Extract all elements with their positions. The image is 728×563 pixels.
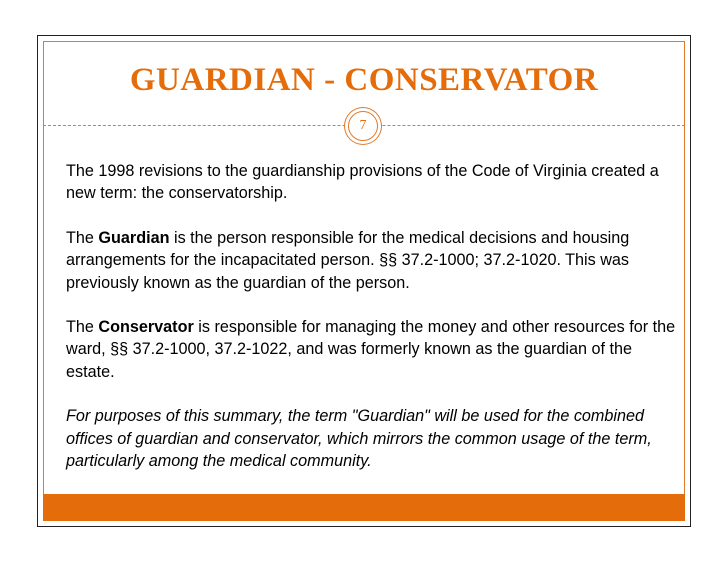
page-number-badge: 7 [348,111,378,141]
summary-note-text: For purposes of this summary, the term "Guardian" will be used for the combined offices of guardian and conservator, which mirrors the common usage of the term, particularly among the medical community. [66,407,652,471]
paragraph-guardian [66,227,678,294]
slide-body [66,160,678,472]
paragraph-summary-note [66,405,678,472]
paragraph-conservator-text: is responsible for managing the money and other resources for the ward, §§ 37.2-1000, 37.2-1022, and was formerly known as the guardian of the estate. [66,318,676,381]
term-conservator: Conservator [98,318,194,337]
slide-title: GUARDIAN - CONSERVATOR [129,62,599,98]
paragraph-conservator [66,316,678,383]
paragraph-intro: The 1998 revisions to the guardianship provisions of the Code of Virginia created a new term: the conservatorship. [66,162,659,203]
paragraph-guardian-text: is the person responsible for the medical decisions and housing arrangements for the incapacitated person. §§ 37.2-1000; 37.2-1020. This was previously known as the guardian of the person. [66,228,630,292]
paragraph-conservator-prefix: The [66,318,99,337]
paragraph-guardian-prefix: The [66,228,99,247]
footer-accent-bar [43,494,685,521]
term-guardian: Guardian [98,228,170,247]
